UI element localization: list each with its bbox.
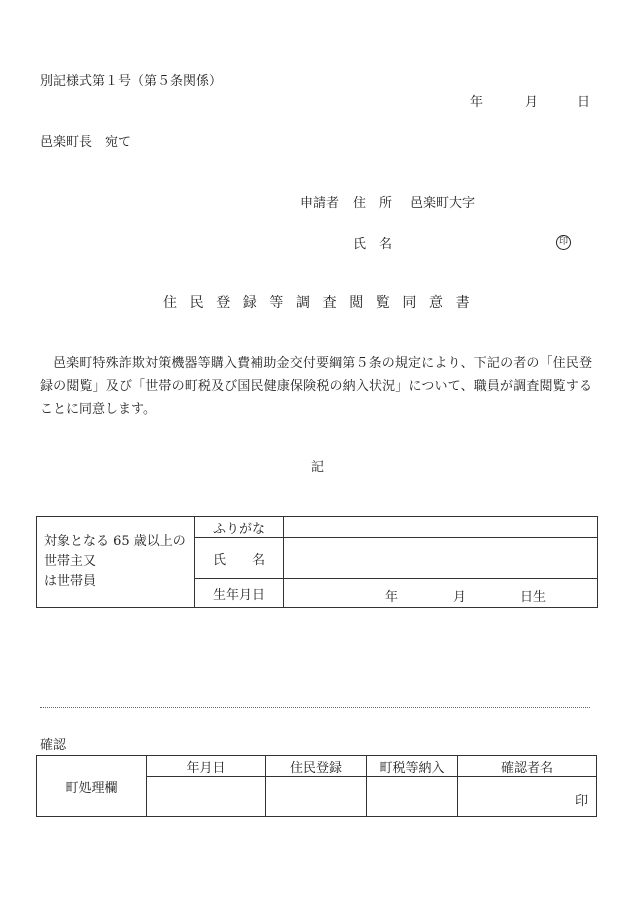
applicant-name-label: 氏 名 [353, 237, 393, 252]
birth-field[interactable] [284, 579, 598, 608]
confirm-tax-field[interactable] [367, 777, 458, 817]
birth-day: 日生 [520, 590, 547, 605]
date-year: 年 [470, 95, 484, 110]
confirm-confirmer-field[interactable] [458, 777, 597, 817]
confirm-table [36, 755, 597, 817]
subject-table [36, 516, 598, 608]
address-value: 邑楽町大字 [410, 196, 476, 211]
form-number: 別記様式第１号（第５条関係） [40, 74, 223, 89]
birth-month: 月 [453, 590, 467, 605]
furigana-label: ふりがな [195, 517, 284, 538]
col-resident: 住民登録 [266, 756, 367, 777]
confirm-date-field[interactable] [147, 777, 266, 817]
col-confirmer: 確認者名 [458, 756, 597, 777]
subject-name-field[interactable] [284, 538, 598, 579]
col-date: 年月日 [147, 756, 266, 777]
seal-icon: 印 [556, 235, 571, 250]
document-title: 住民登録等調査閲覧同意書 [163, 295, 483, 311]
confirm-heading: 確認 [40, 738, 67, 753]
subject-row-header: 対象となる 65 歳以上の 世帯主又 は世帯員 [37, 517, 195, 608]
confirm-row-header: 町処理欄 [37, 756, 147, 817]
date-day: 日 [577, 95, 591, 110]
applicant-seal [556, 233, 571, 250]
birth-year: 年 [385, 590, 399, 605]
col-tax: 町税等納入 [367, 756, 458, 777]
furigana-field[interactable] [284, 517, 598, 538]
cut-line-divider [40, 707, 590, 708]
confirm-seal: 印 [574, 794, 588, 809]
recipient: 邑楽町長 宛て [40, 135, 132, 150]
confirm-resident-field[interactable] [266, 777, 367, 817]
subject-name-label: 氏 名 [195, 538, 284, 579]
applicant-label: 申請者 [300, 196, 340, 211]
date-month: 月 [525, 95, 539, 110]
body-text: 邑楽町特殊詐欺対策機器等購入費補助金交付要綱第５条の規定により、下記の者の「住民登録の閲覧」及び「世帯の町税及び国民健康保険税の納入状況」について、職員が調査閲覧することに同意します。 [40, 356, 592, 417]
ki-label: 記 [311, 460, 325, 475]
address-label: 住 所 [353, 196, 393, 211]
birth-label: 生年月日 [195, 579, 284, 608]
